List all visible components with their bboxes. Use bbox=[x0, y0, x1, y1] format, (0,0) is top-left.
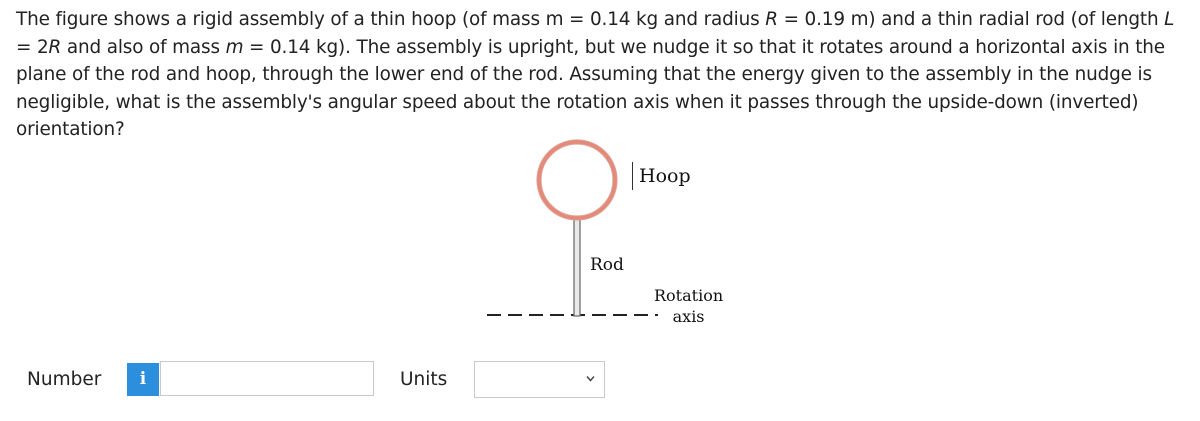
rod-label: Rod bbox=[590, 255, 624, 275]
question-text: The figure shows a rigid assembly of a thin hoop (of mass m = 0.14 kg and radius R = 0.19 m) and a thin radial rod (of length L = 2R and also of mass m = 0.14 kg). The assembly is upright, but we nudge it so that it rotates around a horizontal axis in the plane of the rod and hoop, through the lower end of the rod. Assuming that the energy given to the assembly in the nudge is negligible, what is the assembly's angular speed about the rotation axis when it passes through the upside-down (inverted) orientation? bbox=[16, 9, 1175, 140]
rotation-axis-label-line1: Rotation bbox=[654, 286, 724, 305]
rod bbox=[574, 219, 580, 316]
units-select[interactable] bbox=[474, 361, 605, 398]
rotation-axis-label bbox=[654, 285, 723, 327]
hoop bbox=[539, 142, 615, 218]
rotation-axis-label-line2: axis bbox=[672, 307, 705, 326]
answer-row bbox=[0, 358, 1200, 402]
hoop-inner-edge bbox=[541, 144, 613, 216]
info-icon[interactable]: i bbox=[127, 363, 159, 396]
assembly-drawing bbox=[470, 125, 770, 335]
units-label: Units bbox=[400, 369, 448, 390]
number-input[interactable] bbox=[160, 361, 374, 396]
hoop-label: Hoop bbox=[632, 162, 695, 190]
chevron-down-icon bbox=[586, 374, 595, 383]
number-label: Number bbox=[27, 369, 102, 390]
assembly-figure bbox=[470, 125, 770, 335]
